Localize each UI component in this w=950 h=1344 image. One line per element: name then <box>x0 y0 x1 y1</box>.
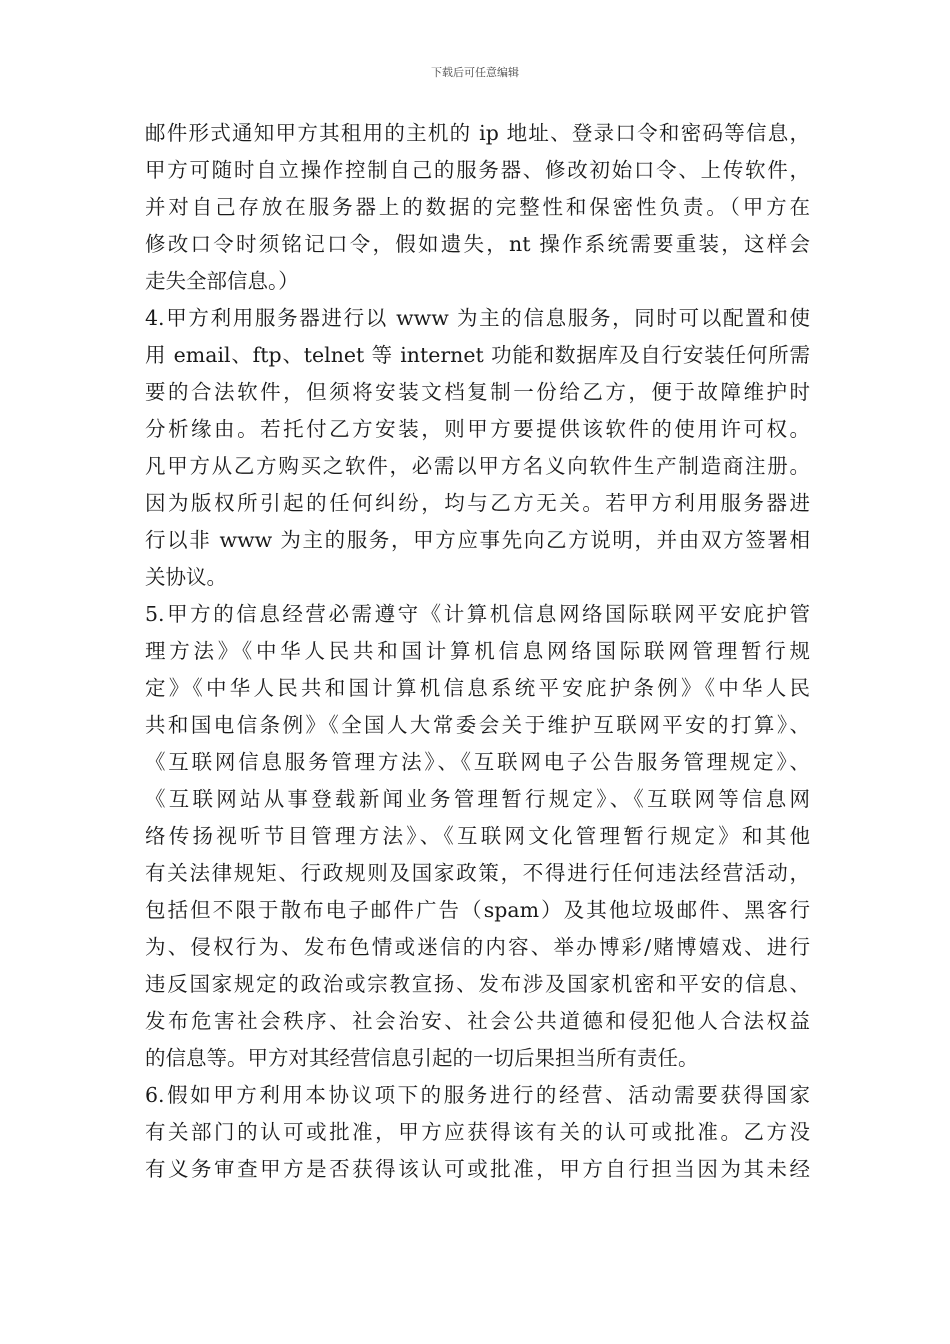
text-line: 有义务审查甲方是否获得该认可或批准，甲方自行担当因为其未经 <box>145 1157 810 1181</box>
text-line: 邮件形式通知甲方其租用的主机的 ip 地址、登录口令和密码等信息， <box>145 121 810 145</box>
text-line: 违反国家规定的政治或宗教宣扬、发布涉及国家机密和平安的信息、 <box>145 972 810 996</box>
text-line: 发布危害社会秩序、社会治安、社会公共道德和侵犯他人合法权益 <box>145 1009 810 1033</box>
text-line: 4.甲方利用服务器进行以 www 为主的信息服务，同时可以配置和使 <box>145 306 810 330</box>
text-line: 共和国电信条例》《全国人大常委会关于维护互联网平安的打算》、 <box>145 713 810 737</box>
text-line: 走失全部信息。） <box>145 269 299 293</box>
text-line: 的信息等。甲方对其经营信息引起的一切后果担当所有责任。 <box>145 1046 699 1070</box>
text-line: 《互联网信息服务管理方法》、《互联网电子公告服务管理规定》、 <box>145 750 810 774</box>
text-line: 有关部门的认可或批准，甲方应获得该有关的认可或批准。乙方没 <box>145 1120 810 1144</box>
text-line: 理方法》《中华人民共和国计算机信息网络国际联网管理暂行规 <box>145 639 810 663</box>
text-line: 定》《中华人民共和国计算机信息系统平安庇护条例》《中华人民 <box>145 676 810 700</box>
text-line: 关协议。 <box>145 565 227 589</box>
text-line: 因为版权所引起的任何纠纷，均与乙方无关。若甲方利用服务器进 <box>145 491 810 515</box>
text-line: 《互联网站从事登载新闻业务管理暂行规定》、《互联网等信息网 <box>145 787 810 811</box>
text-line: 为、侵权行为、发布色情或迷信的内容、举办博彩/赌博嬉戏、进行 <box>145 935 810 959</box>
text-line: 5.甲方的信息经营必需遵守《计算机信息网络国际联网平安庇护管 <box>145 602 810 626</box>
text-line: 有关法律规矩、行政规则及国家政策，不得进行任何违法经营活动， <box>145 861 810 885</box>
text-line: 凡甲方从乙方购买之软件，必需以甲方名义向软件生产制造商注册。 <box>145 454 810 478</box>
text-line: 并对自己存放在服务器上的数据的完整性和保密性负责。（甲方在 <box>145 195 810 219</box>
text-line: 要的合法软件，但须将安装文档复制一份给乙方，便于故障维护时 <box>145 380 810 404</box>
page-header: 下载后可任意编辑 <box>431 66 519 79</box>
text-line: 分析缘由。若托付乙方安装，则甲方要提供该软件的使用许可权。 <box>145 417 810 441</box>
body-text <box>145 115 810 1188</box>
text-line: 甲方可随时自立操作控制自己的服务器、修改初始口令、上传软件， <box>145 158 810 182</box>
text-line: 络传扬视听节目管理方法》、《互联网文化管理暂行规定》和其他 <box>145 824 810 848</box>
text-line: 行以非 www 为主的服务，甲方应事先向乙方说明，并由双方签署相 <box>145 528 810 552</box>
text-line: 包括但不限于散布电子邮件广告（spam）及其他垃圾邮件、黑客行 <box>145 898 810 922</box>
text-line: 修改口令时须铭记口令，假如遗失，nt 操作系统需要重装，这样会 <box>145 232 810 256</box>
text-line: 6.假如甲方利用本协议项下的服务进行的经营、活动需要获得国家 <box>145 1083 810 1107</box>
text-line: 用 email、ftp、telnet 等 internet 功能和数据库及自行安装任何所需 <box>145 343 810 367</box>
